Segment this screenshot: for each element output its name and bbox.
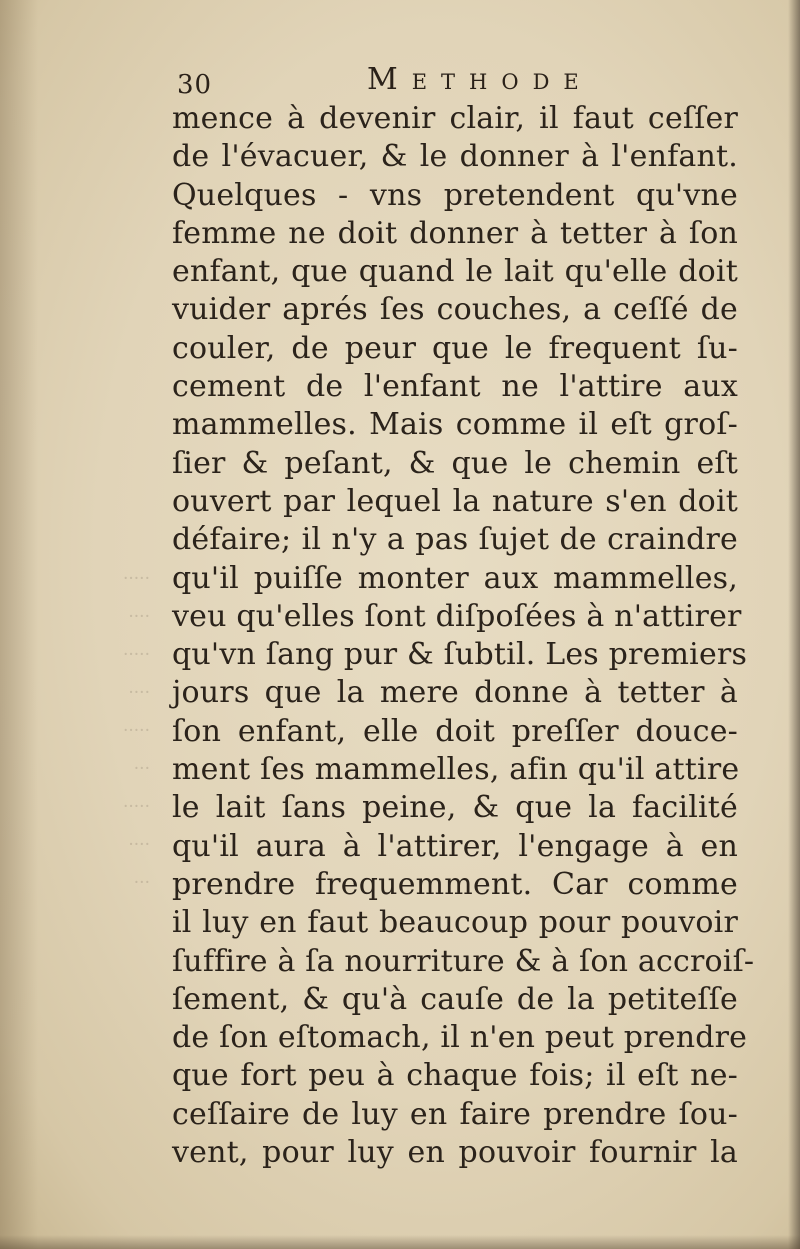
- page-bottom-shadow: [0, 1235, 800, 1249]
- text-line: couler, de peur que le frequent ſu-: [172, 330, 738, 366]
- text-line: femme ne doit donner à tetter à ſon: [172, 215, 738, 251]
- text-line: ment ſes mammelles, afin qu'il attire: [172, 752, 740, 788]
- text-line: veu qu'elles ſont diſpoſées à n'attirer: [172, 598, 742, 634]
- text-line: ſement, & qu'à cauſe de la petiteſſe: [172, 981, 738, 1017]
- text-line: enfant, que quand le lait qu'elle doit: [172, 254, 738, 290]
- text-line: ceſſaire de luy en faire prendre ſou-: [172, 1096, 738, 1132]
- text-line: qu'il aura à l'attirer, l'engage à en: [172, 828, 738, 864]
- text-line: de ſon eſtomach, il n'en peut prendre: [172, 1020, 748, 1056]
- text-line: cement de l'enfant ne l'attire aux: [172, 369, 738, 405]
- text-line: qu'vn ſang pur & ſubtil. Les premiers: [172, 637, 748, 673]
- page-edge-shadow: [788, 0, 800, 1249]
- text-line: ſon enfant, elle doit preſſer douce-: [172, 713, 738, 749]
- text-line: que fort peu à chaque fois; il eſt ne-: [172, 1058, 738, 1094]
- text-line: il luy en faut beaucoup pour pouvoir: [172, 905, 738, 941]
- text-line: jours que la mere donne à tetter à: [172, 675, 738, 711]
- text-line: vuider aprés ſes couches, a ceſſé de: [172, 292, 738, 328]
- text-line: mammelles. Mais comme il eſt groſ-: [172, 407, 738, 443]
- text-line: qu'il puiſſe monter aux mammelles,: [172, 560, 738, 596]
- spine-shadow: [0, 0, 38, 1249]
- text-line: vent, pour luy en pouvoir fournir la: [172, 1135, 738, 1171]
- running-head: Methode: [367, 62, 593, 97]
- text-line: le lait ſans peine, & que la facilité: [172, 790, 738, 826]
- text-line: ſuffire à ſa nourriture & à ſon accroiſ-: [172, 943, 755, 979]
- text-line: ſier & peſant, & que le chemin eſt: [172, 445, 738, 481]
- text-line: défaire; il n'y a pas ſujet de craindre: [172, 522, 738, 558]
- text-line: ouvert par lequel la nature s'en doit: [172, 483, 738, 519]
- page-number: 30: [177, 70, 213, 100]
- text-line: prendre frequemment. Car comme: [172, 866, 738, 902]
- body-text: [172, 100, 755, 1172]
- text-line: Quelques - vns pretendent qu'vne: [172, 177, 738, 213]
- bleed-through-text: ····· ···· ····· ···· ····· ··· ····· ···· ···: [122, 569, 150, 893]
- text-line: de l'évacuer, & le donner à l'enfant.: [172, 139, 738, 175]
- text-line: mence à devenir clair, il faut ceſſer: [172, 101, 738, 136]
